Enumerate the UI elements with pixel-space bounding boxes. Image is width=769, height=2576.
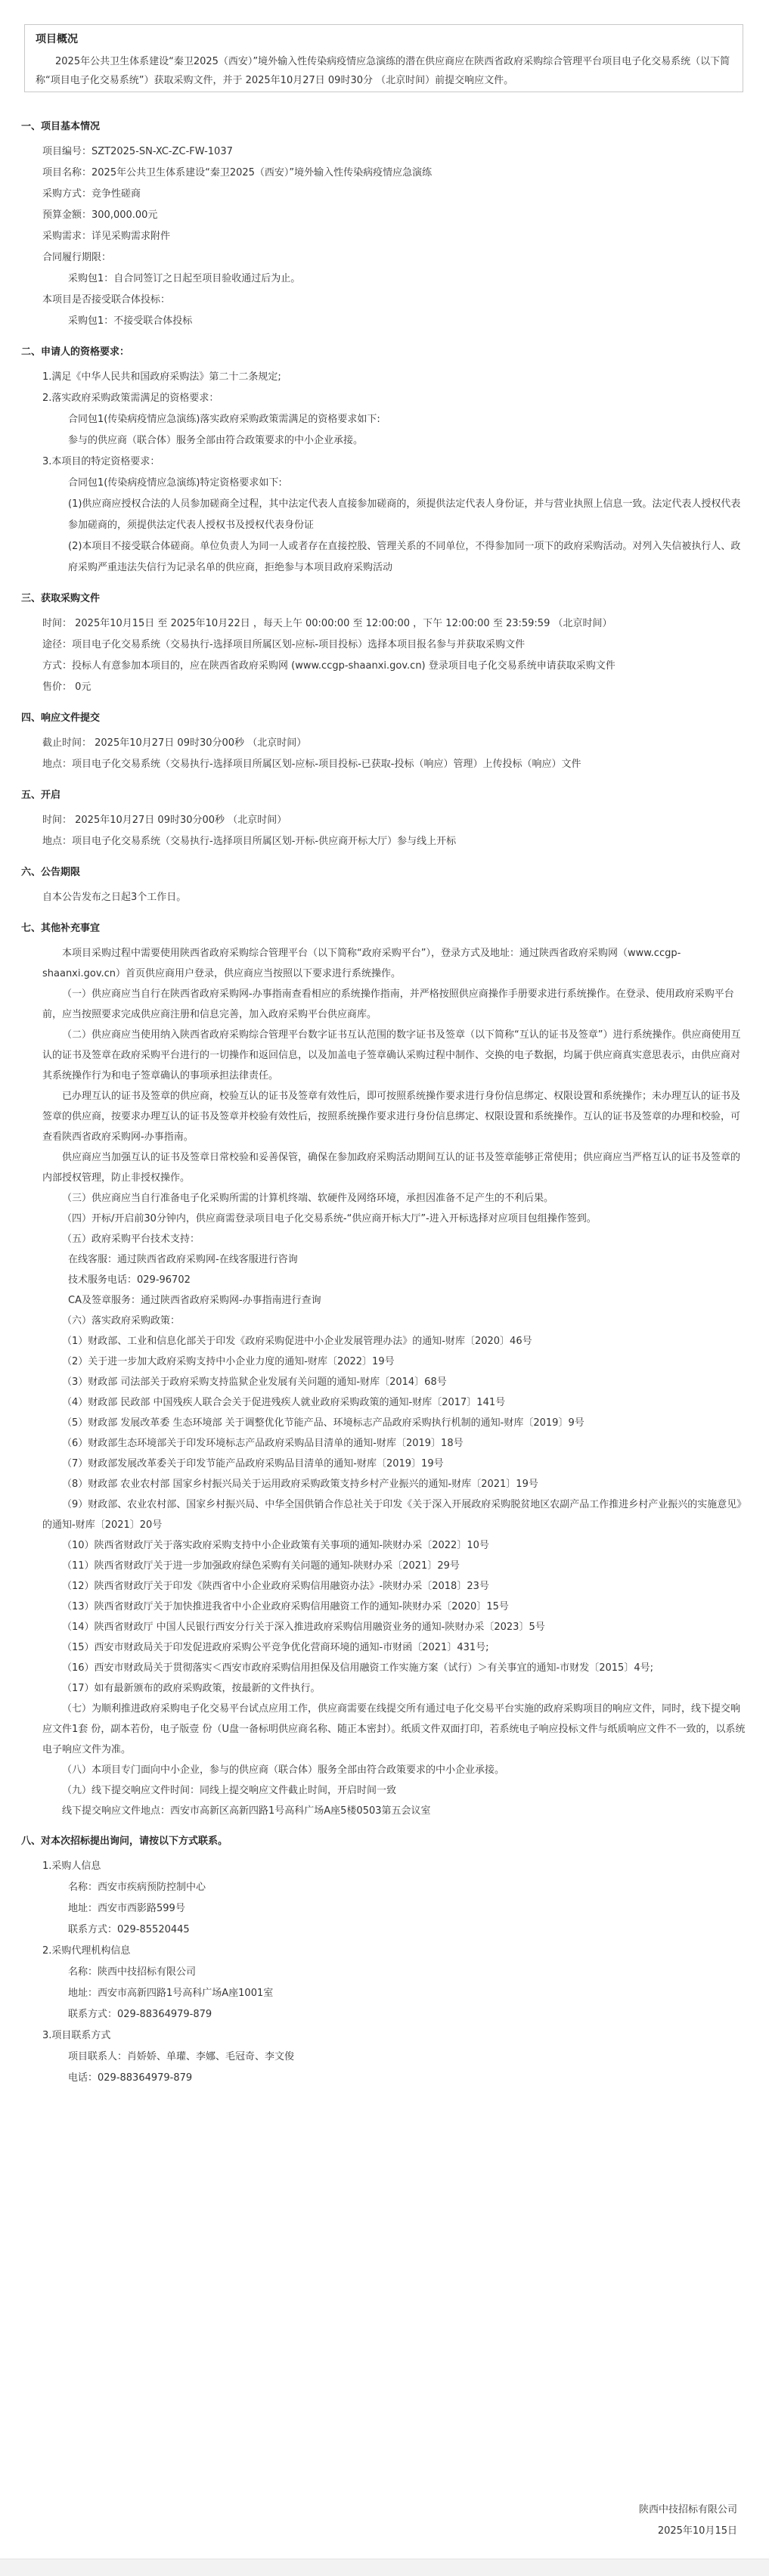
- other-matter-item: （8）财政部 农业农村部 国家乡村振兴局关于运用政府采购政策支持乡村产业振兴的通知-财库〔2021〕19号: [62, 1479, 538, 1490]
- other-matter-item: （九）线下提交响应文件时间：同线上提交响应文件截止时间，开启时间一致: [62, 1785, 397, 1796]
- document-price: 售价： 0元: [42, 681, 91, 693]
- agency-name: 名称：陕西中技招标有限公司: [68, 1966, 197, 1978]
- other-matter-item: （一）供应商应当自行在陕西省政府采购网-办事指南查看相应的系统操作指南，并严格按照供应商操作手册要求进行系统操作。在登录、使用政府采购平台前，应当按照要求完成供应商注册和信息完善，加入政府采购平台供应商库。: [42, 989, 734, 1020]
- other-matter-item: （14）陕西省财政厅 中国人民银行西安分行关于深入推进政府采购信用融资业务的通知-陕财办采〔2023〕5号: [62, 1622, 545, 1633]
- project-contact-persons: 项目联系人：肖娇娇、单瓘、李娜、毛冠奇、李文俊: [68, 2051, 295, 2062]
- section-heading: 一、项目基本情况: [21, 121, 101, 132]
- section-opening: [21, 786, 747, 852]
- other-matter-item: CA及签章服务：通过陕西省政府采购网-办事指南进行查询: [68, 1295, 321, 1306]
- other-matter-item: 供应商应当加强互认的证书及签章日常校验和妥善保管，确保在参加政府采购活动期间互认的证书及签章能够正常使用；供应商应当严格互认的证书及签章的内部授权管理，防止非授权操作。: [42, 1152, 741, 1184]
- budget-amount: 预算金额：300,000.00元: [42, 209, 158, 221]
- qualification-item: 3.本项目的特定资格要求：: [42, 456, 160, 467]
- procurement-requirements: 采购需求：详见采购需求附件: [42, 231, 171, 242]
- other-matter-item: （三）供应商应当自行准备电子化采购所需的计算机终端、软硬件及网络环境，承担因准备不足产生的不利后果。: [62, 1193, 554, 1204]
- other-matter-item: （3）财政部 司法部关于政府采购支持监狱企业发展有关问题的通知-财库〔2014〕68号: [62, 1376, 447, 1388]
- agency-heading: 2.采购代理机构信息: [42, 1945, 131, 1957]
- opening-time: 时间： 2025年10月27日 09时30分00秒 （北京时间）: [42, 815, 287, 826]
- qualification-item: 2.落实政府采购政策需满足的资格要求：: [42, 393, 219, 404]
- section-heading: 六、公告期限: [21, 867, 81, 878]
- agency-address: 地址：西安市高新四路1号高科广场A座1001室: [68, 1988, 274, 1999]
- other-matter-item: （17）如有最新颁布的政府采购政策，按最新的文件执行。: [62, 1683, 321, 1694]
- other-matter-item: （13）陕西省财政厅关于加快推进我省中小企业政府采购信用融资工作的通知-陕财办采〔2020〕15号: [62, 1601, 509, 1612]
- project-number: 项目编号：SZT2025-SN-XC-ZC-FW-1037: [42, 146, 233, 157]
- section-qualifications: [21, 343, 747, 579]
- qualification-item: 合同包1(传染病疫情应急演练)落实政府采购政策需满足的资格要求如下:: [68, 414, 380, 425]
- section-heading: 五、开启: [21, 790, 61, 801]
- notice-period: 自本公告发布之日起3个工作日。: [42, 892, 187, 903]
- purchaser-phone: 联系方式：029-85520445: [68, 1924, 190, 1935]
- obtain-channel: 途径：项目电子化交易系统（交易执行-选择项目所属区划-应标-项目投标）选择本项目报名参与并获取采购文件: [42, 639, 526, 650]
- obtain-time: 时间： 2025年10月15日 至 2025年10月22日 ，每天上午 00:00:00 至 12:00:00 ，下午 12:00:00 至 23:59:59 （北京时间）: [42, 618, 612, 629]
- section-notice-period: [21, 863, 747, 908]
- consortium-value: 采购包1：不接受联合体投标: [68, 315, 193, 327]
- purchaser-address: 地址：西安市西影路599号: [68, 1903, 185, 1914]
- project-contact-phone: 电话：029-88364979-879: [68, 2072, 193, 2084]
- section-basic-info: [21, 117, 747, 332]
- consortium-label: 本项目是否接受联合体投标：: [42, 294, 171, 306]
- purchaser-heading: 1.采购人信息: [42, 1861, 101, 1872]
- section-submission: [21, 709, 747, 775]
- other-matter-item: 技术服务电话：029-96702: [68, 1274, 191, 1286]
- purchaser-name: 名称：西安市疾病预防控制中心: [68, 1882, 206, 1893]
- section-other-matters: [21, 919, 747, 1821]
- signature-date: 2025年10月15日: [657, 2525, 737, 2537]
- section-contacts: [21, 1832, 747, 2089]
- project-summary-box: [24, 24, 743, 92]
- other-matter-item: （七）为顺利推进政府采购电子化交易平台试点应用工作，供应商需要在线提交所有通过电子化交易平台实施的政府采购项目的响应文件，同时，线下提交响应文件1套 份，副本若份，电子版壹 份（U盘一备标明供应商名称、随正本密封）。纸质文件双面打印，若系统电子响应投标文件与纸质响应文件不一致的，以系统电子响应文件为准。: [42, 1703, 746, 1755]
- project-name: 项目名称：2025年公共卫生体系建设“秦卫2025（西安）”境外输入性传染病疫情应急演练: [42, 167, 433, 178]
- other-matter-item: （12）陕西省财政厅关于印发《陕西省中小企业政府采购信用融资办法》-陕财办采〔2018〕23号: [62, 1581, 489, 1592]
- section-heading: 八、对本次招标提出询问，请按以下方式联系。: [21, 1836, 228, 1847]
- section-obtain-documents: [21, 589, 747, 698]
- other-matter-item: （四）开标/开启前30分钟内，供应商需登录项目电子化交易系统-“供应商开标大厅”-进入开标选择对应项目包组操作签到。: [62, 1213, 597, 1224]
- other-matter-item: （16）西安市财政局关于贯彻落实＜西安市政府采购信用担保及信用融资工作实施方案（试行）＞有关事宜的通知-市财发〔2015〕4号;: [62, 1662, 653, 1674]
- other-matter-item: 本项目采购过程中需要使用陕西省政府采购综合管理平台（以下简称“政府采购平台”），登录方式及地址：通过陕西省政府采购网（www.ccgp-shaanxi.gov.cn）首页供应商用户登录，供应商应当按照以下要求进行系统操作。: [42, 948, 681, 979]
- submission-deadline: 截止时间： 2025年10月27日 09时30分00秒 （北京时间）: [42, 737, 307, 749]
- signature-org: 陕西中技招标有限公司: [638, 2504, 737, 2515]
- qualification-item: (1)供应商应授权合法的人员参加磋商全过程，其中法定代表人直接参加磋商的，须提供法定代表人身份证，并与营业执照上信息一致。法定代表人授权代表参加磋商的，须提供法定代表人授权书及授权代表身份证: [68, 498, 741, 531]
- other-matter-item: （9）财政部、农业农村部、国家乡村振兴局、中华全国供销合作总社关于印发《关于深入开展政府采购脱贫地区农副产品工作推进乡村产业振兴的实施意见》的通知-财库〔2021〕20号: [42, 1499, 747, 1531]
- signature-block: [639, 2500, 737, 2542]
- other-matter-item: （八）本项目专门面向中小企业，参与的供应商（联合体）服务全部由符合政策要求的中小企业承接。: [62, 1764, 505, 1776]
- other-matter-item: 已办理互认的证书及签章的供应商，校验互认的证书及签章有效性后，即可按照系统操作要求进行身份信息绑定、权限设置和系统操作；未办理互认的证书及签章的供应商，按要求办理互认的证书及签章并校验有效性后，按照系统操作要求进行身份信息绑定、权限设置和系统操作。互认的证书及签章的办理和校验，可查看陕西省政府采购网-办事指南。: [42, 1091, 741, 1143]
- qualification-item: (2)本项目不接受联合体磋商。单位负责人为同一人或者存在直接控股、管理关系的不同单位，不得参加同一项下的政府采购活动。对列入失信被执行人、政府采购严重违法失信行为记录名单的供应商，拒绝参与本项目政府采购活动: [68, 541, 741, 573]
- project-contact-heading: 3.项目联系方式: [42, 2030, 111, 2041]
- other-matter-item: （7）财政部发展改革委关于印发节能产品政府采购品目清单的通知-财库〔2019〕19号: [62, 1458, 444, 1470]
- other-matter-item: （1）财政部、工业和信息化部关于印发《政府采购促进中小企业发展管理办法》的通知-财库〔2020〕46号: [62, 1336, 532, 1347]
- submission-location: 地点：项目电子化交易系统（交易执行-选择项目所属区划-应标-项目投标-已获取-投标（响应）管理）上传投标（响应）文件: [42, 759, 581, 770]
- other-matter-item: （15）西安市财政局关于印发促进政府采购公平竞争优化营商环境的通知-市财函〔2021〕431号;: [62, 1642, 489, 1653]
- agency-phone: 联系方式：029-88364979-879: [68, 2009, 212, 2020]
- other-matter-item: 线下提交响应文件地点：西安市高新区高新四路1号高科广场A座5楼0503第五会议室: [62, 1805, 431, 1817]
- contract-period-label: 合同履行期限：: [42, 252, 112, 263]
- other-matter-item: （二）供应商应当使用纳入陕西省政府采购综合管理平台数字证书互认范围的数字证书及签章（以下简称“互认的证书及签章”）进行系统操作。供应商使用互认的证书及签章在政府采购平台进行的一切操作和返回信息，以及加盖电子签章确认采购过程中制作、交换的电子数据，均属于供应商真实意思表示，由供应商对其系统操作行为和电子签章确认的事项承担法律责任。: [42, 1029, 741, 1082]
- other-matter-item: （五）政府采购平台技术支持：: [62, 1234, 200, 1245]
- qualification-item: 1.满足《中华人民共和国政府采购法》第二十二条规定;: [42, 371, 281, 383]
- procurement-method: 采购方式：竞争性磋商: [42, 188, 141, 200]
- section-heading: 二、申请人的资格要求：: [21, 346, 130, 358]
- section-heading: 四、响应文件提交: [21, 712, 101, 724]
- section-heading: 三、获取采购文件: [21, 593, 101, 604]
- summary-text: 2025年公共卫生体系建设“秦卫2025（西安）”境外输入性传染病疫情应急演练的潜在供应商应在陕西省政府采购综合管理平台项目电子化交易系统（以下简称“项目电子化交易系统”）获取采购文件，并于 2025年10月27日 09时30分 （北京时间）前提交响应文件。: [36, 56, 730, 86]
- other-matter-item: （2）关于进一步加大政府采购支持中小企业力度的通知-财库〔2022〕19号: [62, 1356, 395, 1367]
- qualification-item: 参与的供应商（联合体）服务全部由符合政策要求的中小企业承接。: [68, 435, 364, 446]
- contract-period-value: 采购包1：自合同签订之日起至项目验收通过后为止。: [68, 273, 301, 284]
- announcement-content: [21, 117, 747, 2089]
- other-matter-item: （10）陕西省财政厅关于落实政府采购支持中小企业政策有关事项的通知-陕财办采〔2022〕10号: [62, 1540, 489, 1551]
- other-matter-item: （六）落实政府采购政策：: [62, 1315, 181, 1327]
- section-heading: 七、其他补充事宜: [21, 923, 101, 934]
- opening-location: 地点：项目电子化交易系统（交易执行-选择项目所属区划-开标-供应商开标大厅）参与线上开标: [42, 836, 457, 847]
- summary-title: 项目概况: [36, 33, 78, 45]
- qualification-item: 合同包1(传染病疫情应急演练)特定资格要求如下:: [68, 477, 282, 489]
- obtain-method: 方式：投标人有意参加本项目的，应在陕西省政府采购网 (www.ccgp-shaanxi.gov.cn) 登录项目电子化交易系统申请获取采购文件: [42, 660, 616, 672]
- other-matter-item: 在线客服：通过陕西省政府采购网-在线客服进行咨询: [68, 1254, 298, 1265]
- other-matter-item: （5）财政部 发展改革委 生态环境部 关于调整优化节能产品、环境标志产品政府采购执行机制的通知-财库〔2019〕9号: [62, 1417, 585, 1429]
- footer-bar: [0, 2559, 769, 2576]
- other-matter-item: （6）财政部生态环境部关于印发环境标志产品政府采购品目清单的通知-财库〔2019〕18号: [62, 1438, 464, 1449]
- other-matter-item: （4）财政部 民政部 中国残疾人联合会关于促进残疾人就业政府采购政策的通知-财库〔2017〕141号: [62, 1397, 506, 1408]
- other-matter-item: （11）陕西省财政厅关于进一步加强政府绿色采购有关问题的通知-陕财办采〔2021〕29号: [62, 1560, 460, 1572]
